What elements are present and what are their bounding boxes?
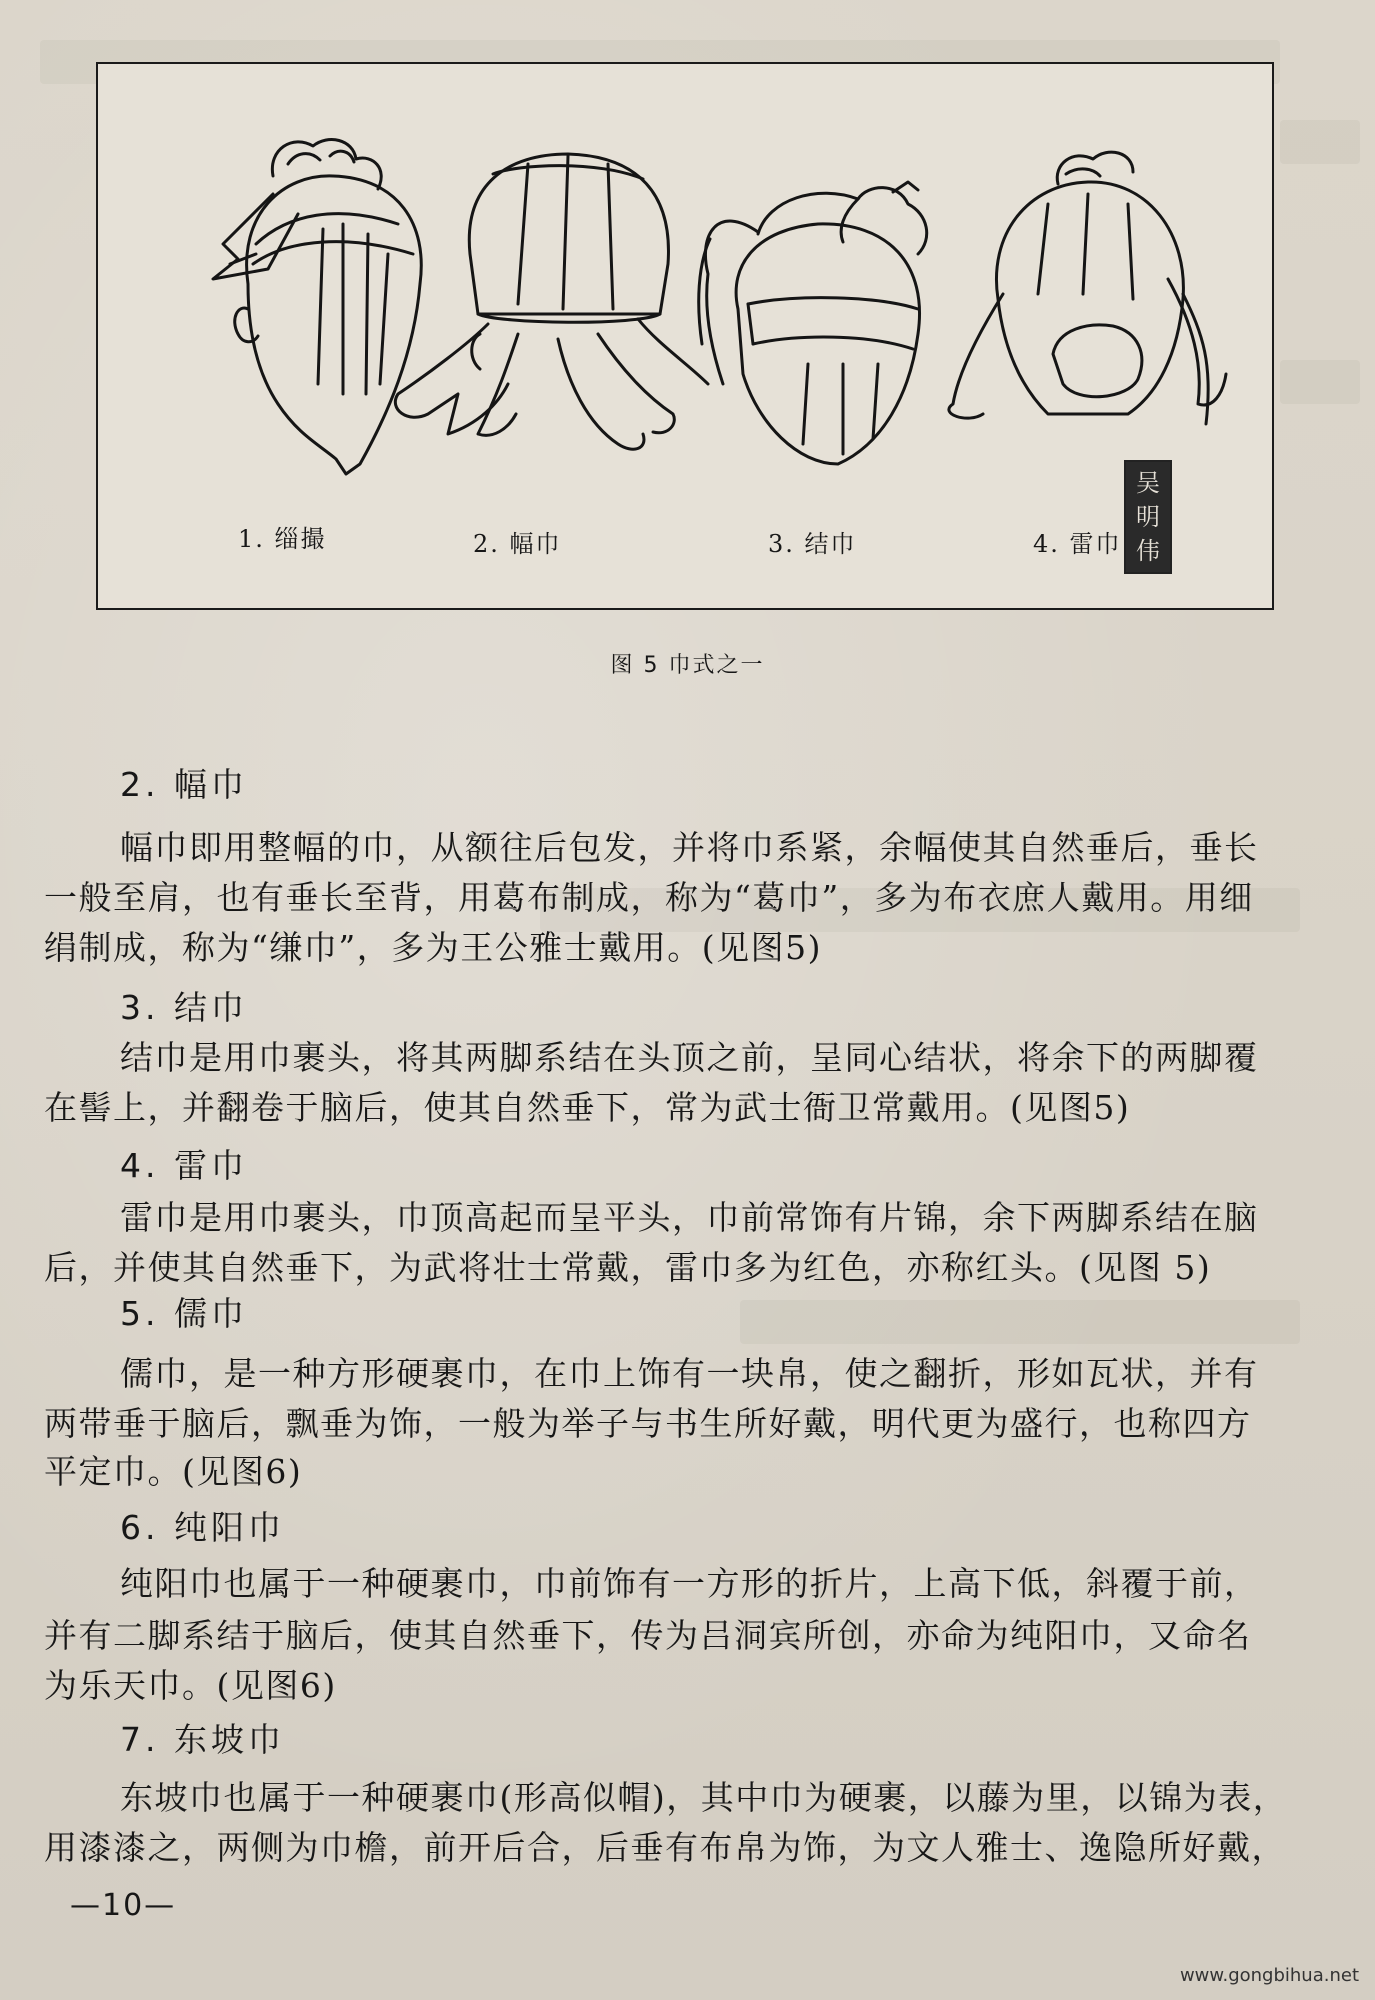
section-heading-6: 6. 纯阳巾	[120, 1508, 285, 1547]
paragraph-line: 并有二脚系结于脑后，使其自然垂下，传为吕洞宾所创，亦命为纯阳巾，又命名	[44, 1616, 1252, 1655]
paragraph-line: 两带垂于脑后，飘垂为饰，一般为举子与书生所好戴，明代更为盛行，也称四方	[44, 1404, 1252, 1443]
figure-label-1: 1. 缁撮	[238, 525, 327, 553]
paragraph-line: 幅巾即用整幅的巾，从额往后包发，并将巾系紧，余幅使其自然垂后，垂长	[120, 828, 1259, 867]
paragraph-line: 东坡巾也属于一种硬裹巾(形高似帽)，其中巾为硬裹，以藤为里，以锦为表，	[120, 1778, 1288, 1817]
page-number: —10—	[70, 1888, 177, 1923]
figure-label-4: 4. 雷巾	[1033, 530, 1122, 558]
paragraph-line: 结巾是用巾裹头，将其两脚系结在头顶之前，呈同心结状，将余下的两脚覆	[120, 1038, 1259, 1077]
figure-frame	[96, 62, 1274, 610]
section-heading-3: 3. 结巾	[120, 988, 248, 1027]
site-watermark: www.gongbihua.net	[1179, 1965, 1359, 1986]
paragraph-line: 绢制成，称为“缣巾”，多为王公雅士戴用。(见图5)	[44, 928, 822, 967]
paragraph-line: 儒巾，是一种方形硬裹巾，在巾上饰有一块帛，使之翻折，形如瓦状，并有	[120, 1354, 1259, 1393]
paragraph-line: 一般至肩，也有垂长至背，用葛布制成，称为“葛巾”，多为布衣庶人戴用。用细	[44, 878, 1254, 917]
paragraph-line: 后，并使其自然垂下，为武将壮士常戴，雷巾多为红色，亦称红头。(见图 5)	[44, 1248, 1212, 1287]
section-heading-2: 2. 幅巾	[120, 765, 248, 804]
figure-label-2: 2. 幅巾	[473, 530, 562, 558]
seal-char: 伟	[1136, 537, 1160, 565]
paragraph-line: 在髻上，并翻卷于脑后，使其自然垂下，常为武士衙卫常戴用。(见图5)	[44, 1088, 1131, 1127]
seal-char: 明	[1136, 503, 1160, 531]
paragraph-line: 平定巾。(见图6)	[44, 1452, 303, 1491]
paragraph-line: 纯阳巾也属于一种硬裹巾，巾前饰有一方形的折片，上高下低，斜覆于前，	[120, 1564, 1259, 1603]
paragraph-line: 雷巾是用巾裹头，巾顶高起而呈平头，巾前常饰有片锦，余下两脚系结在脑	[120, 1198, 1259, 1237]
seal-char: 吴	[1136, 469, 1160, 497]
head-2-illustration	[395, 154, 708, 449]
figure-label-3: 3. 结巾	[768, 530, 857, 558]
figure-caption: 图 5 巾式之一	[610, 653, 765, 678]
section-heading-4: 4. 雷巾	[120, 1146, 248, 1185]
section-heading-7: 7. 东坡巾	[120, 1720, 285, 1759]
section-heading-5: 5. 儒巾	[120, 1294, 248, 1333]
paragraph-line: 为乐天巾。(见图6)	[44, 1666, 337, 1705]
head-1-illustration	[213, 140, 421, 474]
artist-seal	[1124, 460, 1172, 574]
paragraph-line: 用漆漆之，两侧为巾檐，前开后合，后垂有布帛为饰，为文人雅士、逸隐所好戴，	[44, 1828, 1286, 1867]
head-3-illustration	[699, 182, 927, 464]
head-4-illustration	[949, 152, 1226, 424]
